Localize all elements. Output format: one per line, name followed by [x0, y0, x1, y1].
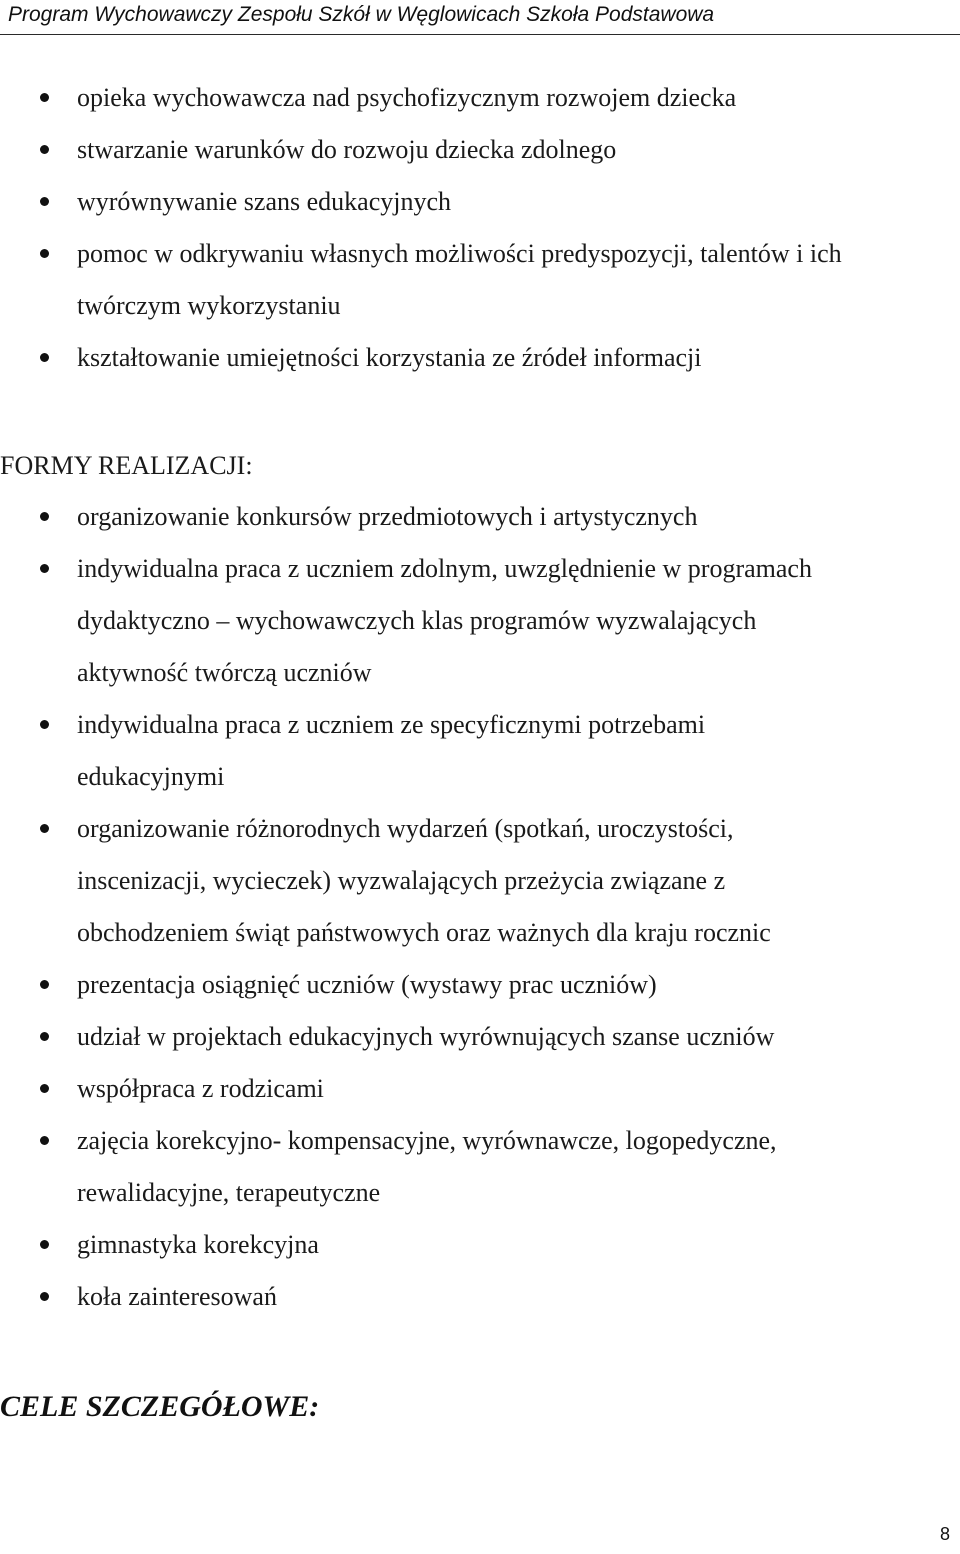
list-item-text: obchodzeniem świąt państwowych oraz ważnych dla kraju rocznic	[77, 918, 771, 947]
list-item-text: twórczym wykorzystaniu	[77, 291, 341, 320]
page-header	[0, 0, 960, 35]
bullet-icon	[40, 145, 49, 154]
goals-bullet-list	[0, 72, 960, 384]
list-item-text: zajęcia korekcyjno- kompensacyjne, wyrównawcze, logopedyczne,	[77, 1126, 777, 1155]
page-number: 8	[939, 1524, 950, 1544]
list-item	[0, 699, 960, 803]
bullet-icon	[40, 93, 49, 102]
list-item-text: dydaktyczno – wychowawczych klas programów wyzwalających	[77, 606, 757, 635]
list-item	[0, 332, 960, 384]
list-item-text: koła zainteresowań	[77, 1282, 277, 1311]
section-title-forms: FORMY REALIZACJI:	[0, 451, 253, 480]
list-item-text: opieka wychowawcza nad psychofizycznym rozwojem dziecka	[77, 83, 737, 112]
list-item-text: organizowanie różnorodnych wydarzeń (spotkań, uroczystości,	[77, 814, 734, 843]
list-item	[0, 543, 960, 699]
bullet-icon	[40, 1136, 49, 1145]
list-item	[0, 176, 960, 228]
list-item-text: współpraca z rodzicami	[77, 1074, 324, 1103]
bullet-icon	[40, 512, 49, 521]
list-item-text: inscenizacji, wycieczek) wyzwalających przeżycia związane z	[77, 866, 726, 895]
list-item	[0, 1271, 960, 1323]
list-item-text: kształtowanie umiejętności korzystania ze źródeł informacji	[77, 343, 702, 372]
list-item-text: wyrównywanie szans edukacyjnych	[77, 187, 451, 216]
list-item	[0, 959, 960, 1011]
list-item	[0, 1219, 960, 1271]
bullet-icon	[40, 564, 49, 573]
list-item-text: rewalidacyjne, terapeutyczne	[77, 1178, 381, 1207]
list-item	[0, 803, 960, 959]
list-item-text: pomoc w odkrywaniu własnych możliwości predyspozycji, talentów i ich	[77, 239, 842, 268]
bullet-icon	[40, 1292, 49, 1301]
list-item	[0, 1115, 960, 1219]
list-item-text: indywidualna praca z uczniem zdolnym, uwzględnienie w programach	[77, 554, 812, 583]
list-item-text: organizowanie konkursów przedmiotowych i artystycznych	[77, 502, 698, 531]
forms-bullet-list	[0, 491, 960, 1323]
list-item-text: stwarzanie warunków do rozwoju dziecka zdolnego	[77, 135, 617, 164]
list-item-text: prezentacja osiągnięć uczniów (wystawy prac uczniów)	[77, 970, 657, 999]
list-item	[0, 72, 960, 124]
bullet-icon	[40, 249, 49, 258]
bullet-icon	[40, 197, 49, 206]
list-item-text: indywidualna praca z uczniem ze specyficznymi potrzebami	[77, 710, 706, 739]
list-item	[0, 124, 960, 176]
list-item-text: udział w projektach edukacyjnych wyrównujących szanse uczniów	[77, 1022, 775, 1051]
list-item	[0, 1063, 960, 1115]
bullet-icon	[40, 1240, 49, 1249]
list-item-text: aktywność twórczą uczniów	[77, 658, 372, 687]
list-item-text: edukacyjnymi	[77, 762, 225, 791]
list-item	[0, 491, 960, 543]
header-title: Program Wychowawczy Zespołu Szkół w Węglowicach Szkoła Podstawowa	[8, 3, 715, 26]
list-item	[0, 228, 960, 332]
bullet-icon	[40, 1084, 49, 1093]
bullet-icon	[40, 353, 49, 362]
section-title-details: CELE SZCZEGÓŁOWE:	[0, 1390, 320, 1423]
list-item-text: gimnastyka korekcyjna	[77, 1230, 319, 1259]
bullet-icon	[40, 1032, 49, 1041]
bullet-icon	[40, 824, 49, 833]
bullet-icon	[40, 980, 49, 989]
bullet-icon	[40, 720, 49, 729]
list-item	[0, 1011, 960, 1063]
